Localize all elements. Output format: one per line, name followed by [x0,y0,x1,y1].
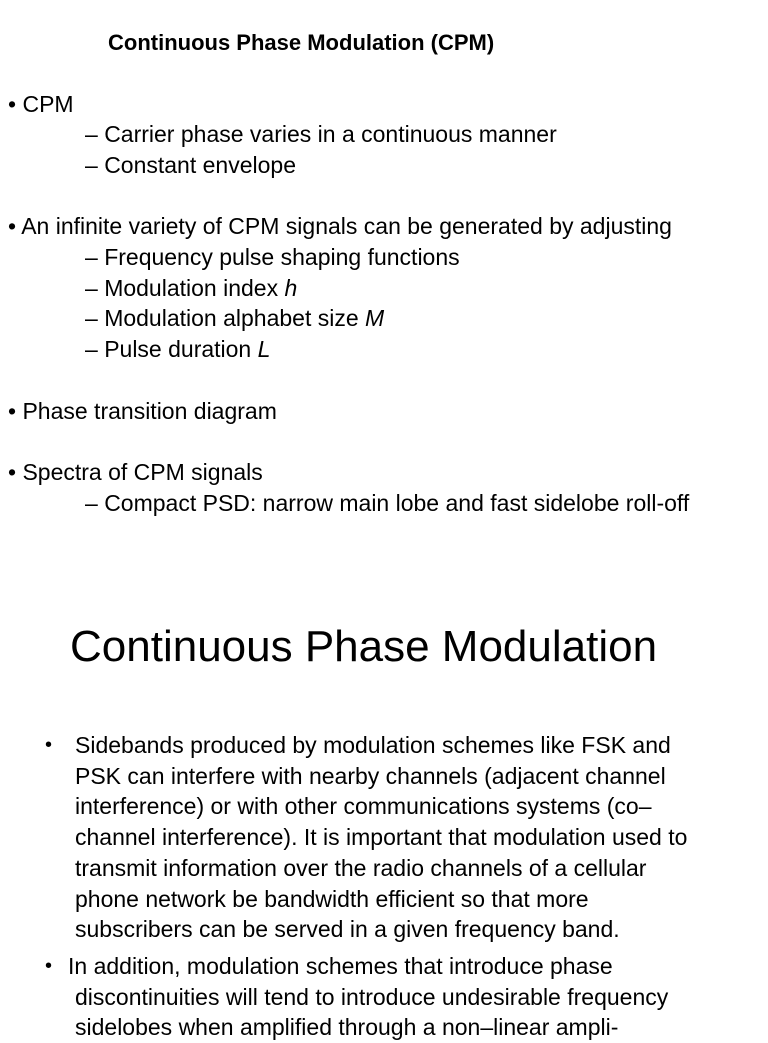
slide2-bullet-2 [68,951,758,1043]
slide1-line: • Phase transition diagram [8,398,277,424]
bullet-marker: • [45,734,53,756]
text-line: subscribers can be served in a given frequency band. [75,916,620,943]
text-line: interference) or with other communications systems (co– [75,793,652,820]
text-line: transmit information over the radio channels of a cellular [75,854,647,881]
slide1-line: • CPM [8,91,74,117]
text-line: channel interference). It is important that modulation used to [75,824,688,851]
slide1-title: Continuous Phase Modulation (CPM) [108,30,495,55]
text-line: phone network be bandwidth efficient so that more [75,885,589,912]
slide1-line: – Constant envelope [85,152,296,178]
text-line: PSK can interfere with nearby channels (adjacent channel [75,762,666,789]
slide1-line: – Frequency pulse shaping functions [85,244,460,270]
text-line: Sidebands produced by modulation schemes like FSK and [75,732,671,758]
slide1-line: • Spectra of CPM signals [8,459,263,485]
slide1-line: • An infinite variety of CPM signals can be generated by adjusting [8,213,672,239]
bullet-marker: • [45,955,53,977]
text-line: sidelobes when amplified through a non–linear ampli- [75,1014,619,1041]
text-line: In addition, modulation schemes that introduce phase [68,953,613,979]
slide1-line: – Compact PSD: narrow main lobe and fast sidelobe roll-off [85,490,690,516]
text-line: discontinuities will tend to introduce undesirable frequency [75,983,669,1010]
slide1-line: – Modulation index h [85,275,298,301]
slide1-line: – Pulse duration L [85,336,271,362]
slide1-line: – Modulation alphabet size M [85,305,385,331]
slide2-bullet-1 [75,730,765,945]
slide2-title: Continuous Phase Modulation [70,622,658,671]
slide1-line: – Carrier phase varies in a continuous manner [85,121,557,147]
